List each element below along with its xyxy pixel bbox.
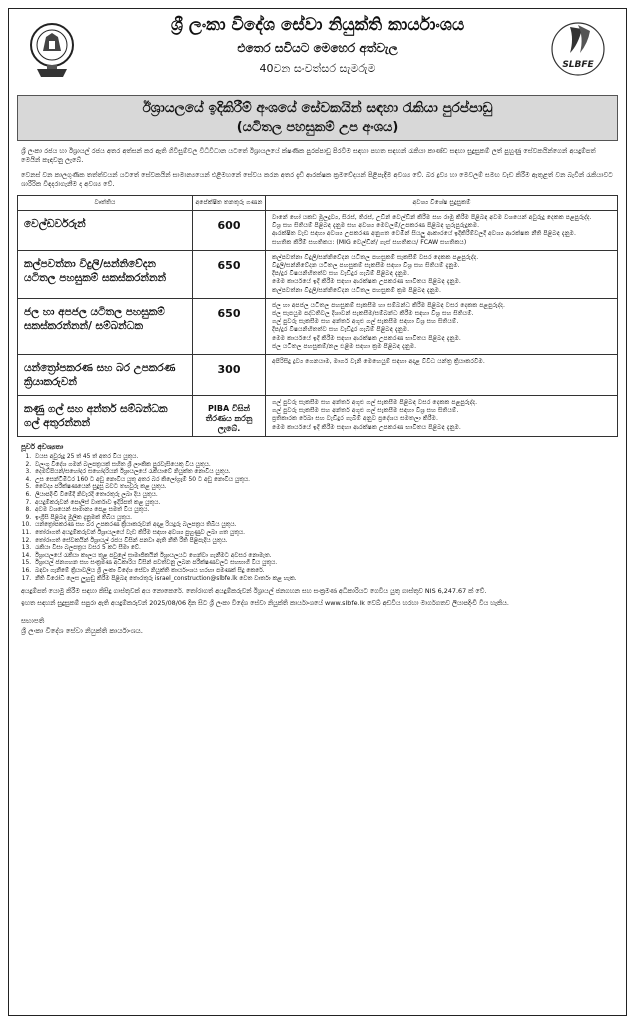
job-qty: 300 [193,355,266,396]
list-item: 9. ඉංග්‍රීසි පිළිබඳ මූලික දැනුමක් තිබිය යුතුය. [33,515,614,523]
anniversary-label: 40වන සංවත්සර සැමරුම [259,62,376,75]
list-item: 8. අවම වශයෙන් සාමාන්‍ය පෙළ සමත් විය යුතුය. [33,507,614,515]
job-requirements [266,298,618,354]
jobs-table [17,195,618,437]
requirement-item: විදුලි/සන්නිවේදන යටිතල පහසුකම් සැකසීම සඳහා විශ්‍ර සහ සිතියම් දැනුම. [272,262,460,270]
job-qty: 650 [193,250,266,298]
list-item: 2. වලංගු විදේශ ගමන් බලපත්‍රයක් සහිත ශ්‍රී ලාංකික පුරවැසියෙකු විය යුතුය. [33,462,614,470]
signature-org: ශ්‍රී ලංකා විදේශ සේවා නියුක්ති කාර්යාංශය. [21,626,143,635]
list-item: 4. උස සෙන්ටිමීටර 160 ට අඩු නොවිය යුතු අතර බර කිලෝග්‍රෑම් 50 ට අඩු නොවිය යුතුය. [33,477,614,485]
banner-subtitle: (යටිතල පහසුකම් උප අංශය) [236,120,399,135]
requirement-item: විශ්‍ර සහ සිතියම් පිළිබඳ දැනුම සහ අවශ්‍ය මෙවලම්/උපකරණ පිළිබඳ හුරුපුරුදුකම. [272,222,480,230]
signature-title: සභාපති [21,616,45,625]
requirement-item: අපිරිසිදු ද්‍රව්‍ය ගෙනයාම, මාර්ග වැනි මෙහෙයුම් සඳහා අදාළ විවිධ යන්ත්‍ර ක්‍රියාකරවීම. [272,358,485,366]
requirement-item: දීප/දුර විෂයනිහිතත්ව සහ වැඩිදුර ගැබීම් පිළිබඳ දැනුම. [272,326,410,334]
job-title: වෙල්ඩර්වරුන් [18,211,193,251]
intro-paragraph-2: වෙනස් වන කාලගුණික තත්ත්වයන් යටතේ සේවකයින් සාමාන්‍යයෙන් එළිමහනේ සේවය කරන අතර දැඩි ආරක්ෂක ක්‍රමවේදයන් පිළිපැදීම අවශ්‍ය වේ. බර ද්‍රව්‍ය හා මෙවලම් සමඟ වැඩ කිරීම ඇතුළත් වන බැවින් රැකියාවට ශාරීරික විඳදරාගැනීම ද අවශ්‍ය වේ. [21,171,613,188]
job-title: කණු ගල් සහ අන්තර් සම්බන්ධක ගල් අතුරන්නන් [18,396,193,437]
requirement-item: සහතික කිරීම් සහතිකය: (MIG වෙල්ඩින්/ ගෑස් සහතිකය/ FCAW සහතිකය) [272,238,467,246]
slogan: එතෙර සවියට මෙහෙර අත්වැල [237,41,398,55]
table-row [18,211,618,251]
requirement-item: කල්පවත්නා විදුලි/සන්නිවේදන යටිතල පහසුකම් සැකසීම් වසර දෙකක පළපුරුද්ද. [272,253,479,261]
requirement-item: ආරක්ෂිත වැඩ සඳහා අවශ්‍ය උපකරණ අනුගත වෙමින් සියලු ආකාරයේ ඉදිකිරීම්වලදී අවශ්‍ය ආරක්ෂක නීති පිළිබඳ දැනුම. [272,230,576,238]
table-row [18,396,618,437]
table-row [18,298,618,354]
terms-title: පූර්ව අවශ්‍යතා [21,443,64,452]
advertisement-page [8,8,627,1016]
national-emblem-icon [29,17,75,83]
job-qty: 600 [193,211,266,251]
requirement-item: ජල හා අපජල යටිතල පහසුකම් සැකසීම හා සම්බන්ධ කිරීම පිළිබඳ වසර දෙකක පළපුරුද්ද. [272,301,505,309]
job-qty: 650 [193,298,266,354]
list-item: 17. නීති විරෝධී ලෙස ලුහුඬු කිරීම පිළිබඳ තොරතුරු israel_construction@slbfe.lk වෙත වාර්තා කළ හැක. [33,576,614,584]
list-item: 13. රැකියා වීසා බලපත්‍රය වසර 5 කට සීමා වේ. [33,545,614,553]
header-qty: අපේක්ෂිත තනතුරු ගණන [193,196,266,211]
title-banner [17,95,618,141]
requirement-item: මෙම කාර්යයේ ඉදි කිරීම සඳහා ආරක්ෂක උපකරණ භාවිතය පිළිබඳ දැනුම. [272,334,461,342]
banner-title: ඊශ්‍රායලයේ ඉදිකිරීම් අංශයේ සේවකයින් සඳහා රැකියා පුරප්පාඩු [142,100,493,116]
requirement-item: ගල් පුවරු සැකසීම සහ අන්තර් අගුළු ගල් සැකසීම සඳහා විශ්‍ර සහ සිතියම්. [272,318,459,326]
logo-text: SLBFE [562,60,594,70]
fees-paragraph: අයදුම්පත් යොමු කිරීම සඳහා කිසිදු ගාස්තුවක් අය නොකෙරේ. තෝරාගත් අයදුම්කරුවන් ඊශ්‍රායල් ජනගහන සහ සංක්‍රමණ අධිකාරියට ගෙවිය යුතු ගාස්තුව NIS 6,247.67 ක් වේ. [21,587,487,596]
org-title: ශ්‍රී ලංකා විදේශ සේවා නියුක්ති කාර්යාංශය [170,15,465,35]
table-header-row [18,196,618,211]
requirement-item: මෙම කාර්යයේ ඉදි කිරීම සඳහා ආරක්ෂක උපකරණ භාවිතය පිළිබඳ දැනුම. [272,423,461,431]
requirement-item: මෙම කාර්යයේ ඉදි කිරීම සඳහා ආරක්ෂක උපකරණ භාවිතය පිළිබඳ දැනුම. [272,278,461,286]
signature-block [21,616,614,636]
job-requirements [266,250,618,298]
requirement-item: වානේ හෝ යකඩ මූලද්‍රව්‍ය, සිරස්, තිරස්, උඩින් වෙල්ඩින් කිරීම සහ රාමු කිරීම පිළිබඳ අවම වශයෙන් අවුරුදු දෙකක පළපුරුද්ද. [272,214,592,221]
header-job: වෘත්තිය [18,196,193,211]
list-item: 5. වෛද්‍ය පරීක්ෂණයෙන් සුදුසු බවට තහවුරු කළ යුතුය. [33,484,614,492]
deadline-paragraph: ඉහත සඳහන් සුදුසුකම් සපුරා ඇති අයදුම්කරුවන් 2025/08/06 දින සිට ශ්‍රී ලංකා විදේශ සේවා නියුක්ති කාර්යාංශයේ www.slbfe.lk වෙබ් අඩවිය හරහා මාර්ගගතව ලියාපදිංචි විය හැකිය. [21,599,509,608]
list-item: 15. ඊශ්‍රායල් ජනගහන සහ සංක්‍රමණ අධිකාරිය විසින් පවත්වනු ලබන පරීක්ෂණවලට සහභාගී විය යුතුය. [33,560,614,568]
intro-paragraph-1: ශ්‍රී ලංකා රජය හා ඊශ්‍රායල් රජය අතර අත්සන් කර ඇති ගිවිසුම්වල විධිවිධාන යටතේ ඊශ්‍රායලයේ ක්ෂණික පුරප්පාඩු පිරවීම සඳහා පහත සඳහන් රැකියා කාණ්ඩ සඳහා සුදුසුකම් ලත් පුහුණු සේවකයින්ගෙන් අයදුම්පත් මෙයින් කැඳවනු ලැබේ. [21,147,596,164]
list-item: 6. ලියාපදිංචි වීමේදී නිවැරදි තොරතුරු ලබා දිය යුතුය. [33,492,614,500]
header [9,9,626,91]
table-row [18,355,618,396]
job-requirements [266,355,618,396]
requirement-item: දීප/දුර විෂයනිහිතත්ව සහ වැඩිදුර ගැබීම් පිළිබඳ දැනුම. [272,270,410,278]
job-title: ජල හා අපජල යටිතල පහසුකම් සකස්කරන්නන්/ සම්බන්ධක [18,298,193,354]
requirement-item: ප්‍රතිකාරක රේඛා සහ වැඩිදුර ගැබීම් අනුව ප්‍රදේශය සමතලා කිරීම. [272,415,438,423]
list-item: 11. තෝරාගත් අයදුම්කරුවන් ඊශ්‍රායලයේ වැඩ කිරීම සඳහා අවශ්‍ය පුහුණුව ලබා ගත යුතුය. [33,530,614,538]
list-item: 12. තෝරාගත් සේවකයින් ඊශ්‍රායල් රජය විසින් පනවා ඇති නීති රීති පිළිපැදිය යුතුය. [33,538,614,546]
slbfe-logo-icon [548,19,608,81]
requirement-item: ගල් පුවරු සැකසීම සහ අන්තර් අගුළු ගල් සැකසීම පිළිබඳ වසර දෙකක පළපුරුද්ද. [272,399,478,407]
job-title: කල්පවත්නා විදුලි/සන්නිවේදන යටිතල පහසුකම් සකස්කරන්නන් [18,250,193,298]
list-item: 1. වයස අවුරුදු 25 ත් 45 ත් අතර විය යුතුය. [33,454,614,462]
requirement-item: කල්පවත්නා විදුලි/සන්නිවේදන යටිතල පහසුකම් ක්‍රම පිළිබඳ දැනුම. [272,286,441,294]
job-qty: PIBA විසින් තීරණය කරනු ලැබේ. [193,396,266,437]
list-item: 16. බඳවා ගැනීමේ ක්‍රියාවලිය ශ්‍රී ලංකා විදේශ සේවා නියුක්ති කාර්යාංශය හරහා පමණක් සිදු කෙරේ. [33,568,614,576]
table-row [18,250,618,298]
header-req: අවශ්‍ය විශේෂ සුදුසුකම් [266,196,618,211]
requirement-item: ගල් පුවරු සැකසීම සහ අන්තර් අගුළු ගල් සැකසීම සඳහා විශ්‍ර සහ සිතියම්. [272,407,459,415]
requirement-item: ජල යටිතල පහසුකම්/නල එළීම සඳහා ක්‍රම පිළිබඳ දැනුම. [272,342,417,350]
job-title: යන්ත්‍රෝපකරණ සහ බර උපකරණ ක්‍රියාකරුවන් [18,355,193,396]
list-item: 3. දෙමව්පියන්/සහෝදර සහෝදරියන් ඊශ්‍රායලයේ රැකියාවේ නියුක්ත නොවිය යුතුය. [33,469,614,477]
list-item: 7. අයදුම්කරුවන් පොලිස් වාර්තාව ඉදිරිපත් කළ යුතුය. [33,500,614,508]
job-requirements [266,211,618,251]
job-requirements [266,396,618,437]
terms-list [21,454,614,583]
list-item: 10. යන්ත්‍රෝපකරණ සහ බර උපකරණ ක්‍රියාකරුවන් අදාළ රියදුරු බලපත්‍රය තිබිය යුතුය. [33,522,614,530]
list-item: 14. ඊශ්‍රායලයේ රැකියා කාලය තුළ පවුලේ සාමාජිකයින් ඊශ්‍රායලයට ගෙන්වා ගැනීමට අවසර නොමැත. [33,553,614,561]
requirement-item: ජල සැපයුම පද්ධතිවල දිශාවන් සැකසීම/සම්බන්ධ කිරීම සඳහා විශ්‍ර සහ සිතියම්. [272,310,474,318]
